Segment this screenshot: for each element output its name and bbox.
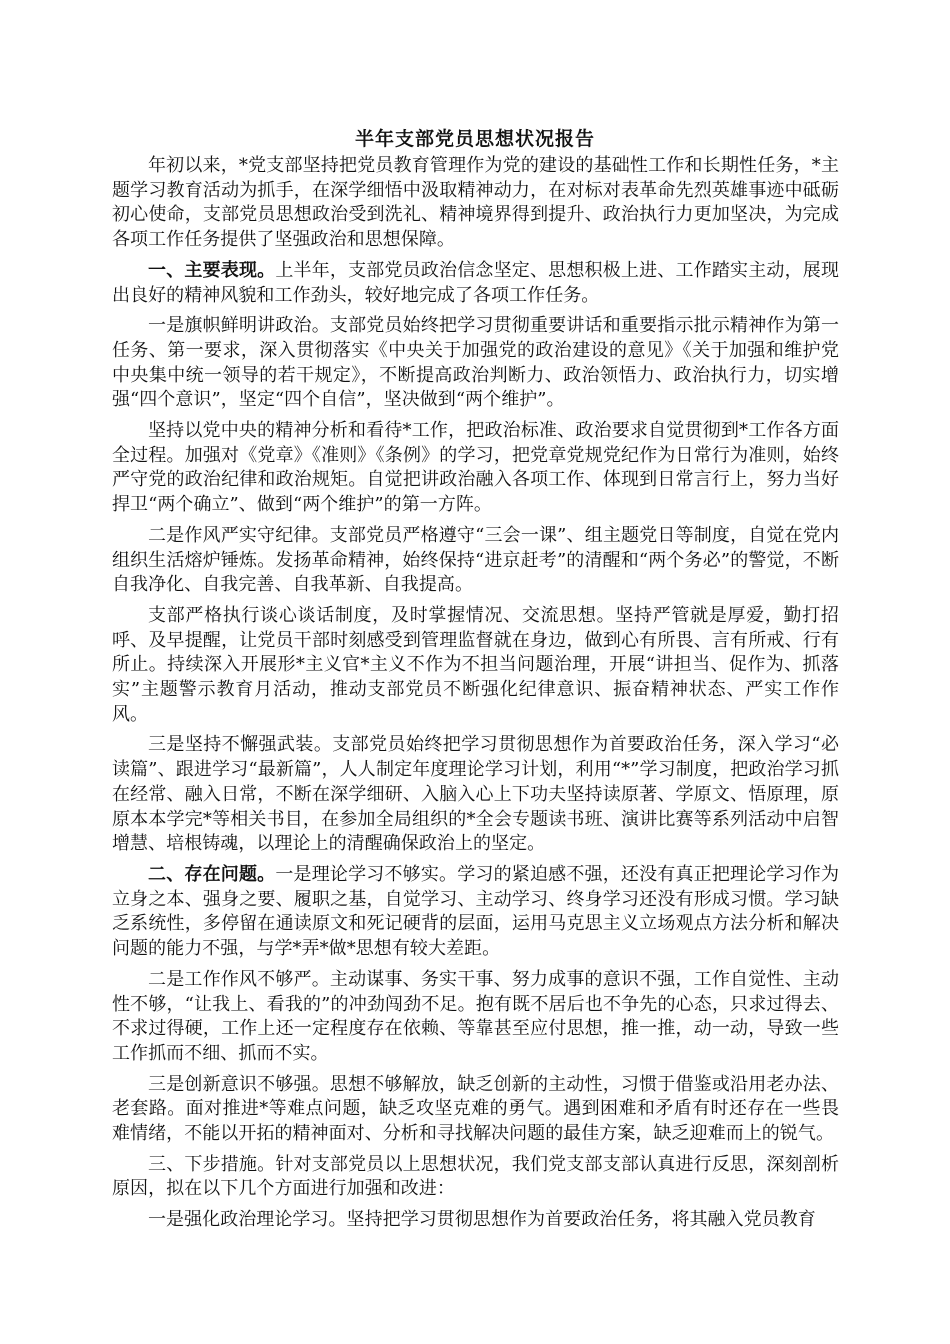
paragraph-politics: 一是旗帜鲜明讲政治。支部党员始终把学习贯彻重要讲话和重要指示批示精神作为第一任务、第一要求，深入贯彻落实《中央关于加强党的政治建设的意见》《关于加强和维护党中央集中统一领导的若干规定》，不断提高政治判断力、政治领悟力、政治执行力，切实增强“四个意识”，坚定“四个自信”，坚决做到“两个维护”。 bbox=[112, 315, 839, 411]
paragraph-discipline: 二是作风严实守纪律。支部党员严格遵守“三会一课”、组主题党日等制度，自觉在党内组织生活熔炉锤炼。发扬革命精神，始终保持“进京赶考”的清醒和“两个务必”的警觉，不断自我净化、自我完善、自我革新、自我提高。 bbox=[112, 524, 839, 596]
paragraph-intro: 年初以来，*党支部坚持把党员教育管理作为党的建设的基础性工作和长期性任务，*主题学习教育活动为抓手，在深学细悟中汲取精神动力，在对标对表革命先烈英雄事迹中砥砺初心使命，支部党员思想政治受到洗礼、精神境界得到提升、政治执行力更加坚决，为完成各项工作任务提供了坚强政治和思想保障。 bbox=[112, 155, 839, 251]
paragraph-section-problems: 二、存在问题。一是理论学习不够实。学习的紧迫感不强，还没有真正把理论学习作为立身之本、强身之要、履职之基，自觉学习、主动学习、终身学习还没有形成习惯。学习缺乏系统性，多停留在通读原文和死记硬背的层面，运用马克思主义立场观点方法分析和解决问题的能力不强，与学*弄*做*思想有较大差距。 bbox=[112, 863, 840, 960]
paragraph-work-style: 二是工作作风不够严。主动谋事、务实干事、努力成事的意识不强，工作自觉性、主动性不够，“让我上、看我的”的冲劲闯劲不足。抱有既不居后也不争先的心态，只求过得去、不求过得硬，工作上还一定程度存在依赖、等靠甚至应付思想，推一推，动一动，导致一些工作抓而不细、抓而不实。 bbox=[112, 968, 839, 1064]
paragraph-study: 三是坚持不懈强武装。支部党员始终把学习贯彻思想作为首要政治任务，深入学习“必读篇”、跟进学习“最新篇”，人人制定年度理论学习计划，利用“*”学习制度，把政治学习抓在经常、融入日常，不断在深学细研、入脑入心上下功夫坚持读原著、学原文、悟原理，原原本本学完*等相关书目，在参加全局组织的*全会专题读书班、演讲比赛等系列活动中启智增慧、培根铸魂，以理论上的清醒确保政治上的坚定。 bbox=[112, 734, 839, 855]
paragraph-section-main-performance: 一、主要表现。上半年，支部党员政治信念坚定、思想积极上进、工作踏实主动，展现出良好的精神风貌和工作劲头，较好地完成了各项工作任务。 bbox=[112, 259, 840, 306]
paragraph-politics-detail: 坚持以党中央的精神分析和看待*工作，把政治标准、政治要求自觉贯彻到*工作各方面全过程。加强对《党章》《准则》《条例》的学习，把党章党规党纪作为日常行为准则，始终严守党的政治纪律和政治规矩。自觉把讲政治融入各项工作、体现到日常言行上，努力当好捍卫“两个确立”、做到“两个维护”的第一方阵。 bbox=[112, 420, 839, 516]
paragraph-section-next-steps: 三、下步措施。针对支部党员以上思想状况，我们党支部支部认真进行反思，深刻剖析原因，拟在以下几个方面进行加强和改进： bbox=[112, 1153, 839, 1200]
document-title: 半年支部党员思想状况报告 bbox=[354, 128, 595, 150]
section-heading: 二、存在问题。 bbox=[148, 863, 276, 885]
section-heading: 一、主要表现。 bbox=[148, 259, 276, 281]
paragraph-theory-study: 一是强化政治理论学习。坚持把学习贯彻思想作为首要政治任务，将其融入党员教育 bbox=[148, 1209, 816, 1231]
paragraph-innovation: 三是创新意识不够强。思想不够解放，缺乏创新的主动性，习惯于借鉴或沿用老办法、老套路。面对推进*等难点问题，缺乏攻坚克难的勇气。遇到困难和矛盾有时还存在一些畏难情绪，不能以开拓的精神面对、分析和寻找解决问题的最佳方案，缺乏迎难而上的锐气。 bbox=[112, 1073, 839, 1145]
document-body bbox=[112, 154, 839, 1239]
paragraph-discipline-detail: 支部严格执行谈心谈话制度，及时掌握情况、交流思想。坚持严管就是厚爱，勤打招呼、及早提醒，让党员干部时刻感受到管理监督就在身边，做到心有所畏、言有所戒、行有所止。持续深入开展形*主义官*主义不作为不担当问题治理，开展“讲担当、促作为、抓落实”主题警示教育月活动，推动支部党员不断强化纪律意识、振奋精神状态、严实工作作风。 bbox=[112, 604, 839, 725]
